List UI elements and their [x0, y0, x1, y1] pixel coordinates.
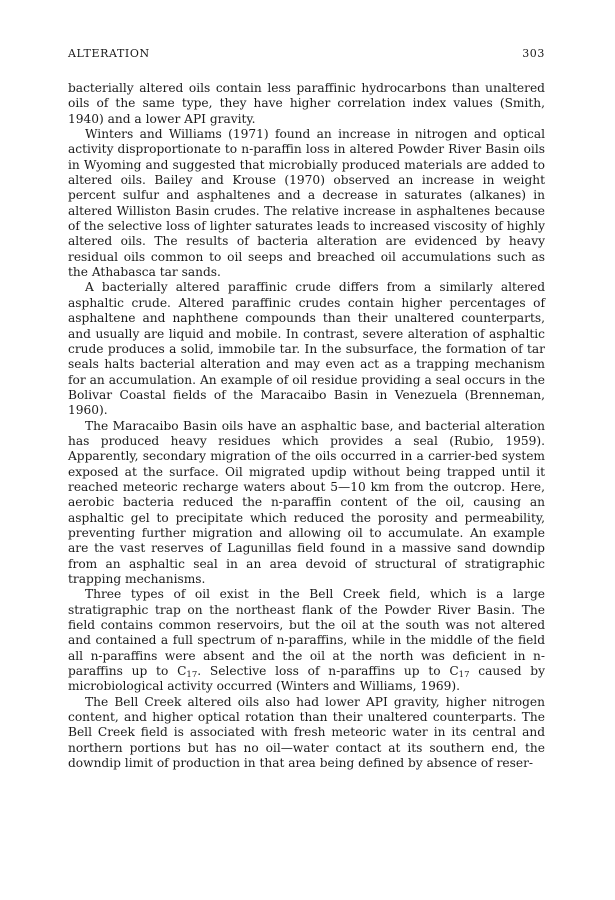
subscript-c17-first: 17	[186, 670, 198, 681]
chapter-title: ALTERATION	[68, 47, 150, 60]
paragraph-5-part-2: . Selective loss of n-paraffins up to C	[197, 664, 459, 679]
paragraph-5-part-3: caused by microbiological activity occurred (Winters and Williams, 1969).	[68, 664, 545, 694]
paragraph-4: The Maracaibo Basin oils have an asphaltic base, and bacterial alteration has produced heavy residues which provides a seal (Rubio, 1959). Apparently, secondary migration of the oils occurred in a carrier-bed system exposed at the surface. Oil migrated updip without being trapped until it reached meteoric recharge waters about 5—10 km from the outcrop. Here, aerobic bacteria reduced the n-paraffin content of the oil, causing an asphaltic gel to precipitate which reduced the porosity and permeability, preventing further migration and allowing oil to accumulate. An example are the vast reserves of Lagunillas field found in a massive sand downdip from an asphaltic seal in an area devoid of structural of stratigraphic trapping mechanisms.	[68, 418, 545, 586]
body-text	[68, 81, 545, 771]
page-number: 303	[522, 47, 545, 60]
paragraph-3: A bacterially altered paraffinic crude differs from a similarly altered asphaltic crude. Altered paraffinic crudes contain higher percentages of asphaltene and naphthene compounds than their unaltered counterparts, and usually are liquid and mobile. In contrast, severe alteration of asphaltic crude produces a solid, immobile tar. In the subsurface, the formation of tar seals halts bacterial alteration and may even act as a trapping mechanism for an accumulation. An example of oil residue providing a seal occurs in the Bolivar Coastal fields of the Maracaibo Basin in Venezuela (Brenneman, 1960).	[68, 280, 545, 418]
paragraph-6: The Bell Creek altered oils also had lower API gravity, higher nitrogen content, and higher optical rotation than their unaltered counterparts. The Bell Creek field is associated with fresh meteoric water in its central and northern portions but has no oil—water contact at its southern end, the downdip limit of production in that area being defined by absence of reser-	[68, 694, 545, 771]
paragraph-5	[68, 587, 545, 694]
running-header	[68, 47, 545, 63]
paragraph-1: bacterially altered oils contain less paraffinic hydrocarbons than unaltered oils of the same type, they have higher correlation index values (Smith, 1940) and a lower API gravity.	[68, 81, 545, 126]
paragraph-2: Winters and Williams (1971) found an increase in nitrogen and optical activity disproportionate to n-paraffin loss in altered Powder River Basin oils in Wyoming and suggested that microbially produced materials are added to altered oils. Bailey and Krouse (1970) observed an increase in weight percent sulfur and asphaltenes and a decrease in saturates (alkanes) in altered Williston Basin crudes. The relative increase in asphaltenes because of the selective loss of lighter saturates leads to increased viscosity of highly altered oils. The results of bacteria alteration are evidenced by heavy residual oils common to oil seeps and breached oil accumulations such as the Athabasca tar sands.	[68, 127, 545, 280]
paragraph-5-part-1: Three types of oil exist in the Bell Creek field, which is a large stratigraphic trap on the northeast flank of the Powder River Basin. The field contains common reservoirs, but the oil at the south was not altered and contained a full spectrum of n-paraffins, while in the middle of the field all n-paraffins were absent and the oil at the north was deficient in n-paraffins up to C	[68, 587, 545, 679]
subscript-c17-second: 17	[458, 670, 470, 681]
